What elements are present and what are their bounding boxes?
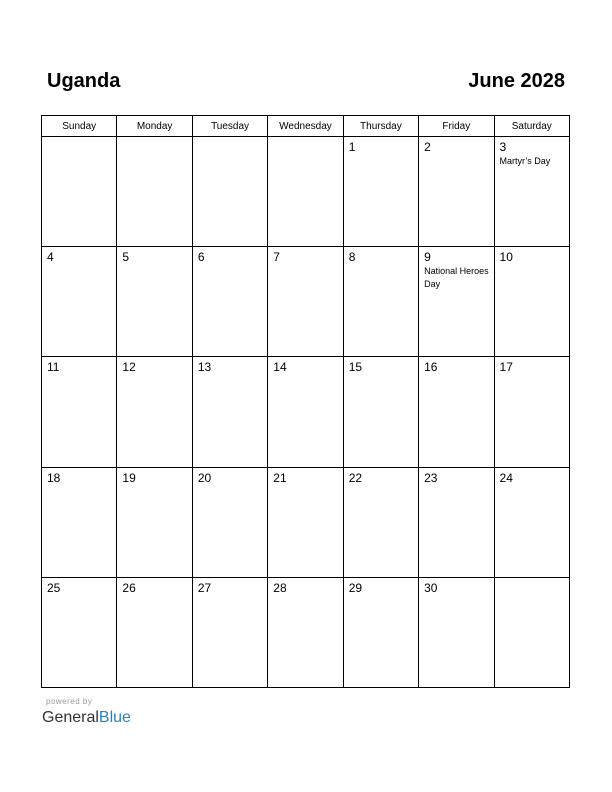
day-number: 9 bbox=[424, 250, 431, 265]
day-cell-24 bbox=[494, 467, 569, 577]
day-cell-7 bbox=[268, 247, 343, 357]
day-cell-27 bbox=[192, 577, 267, 687]
day-cell-5 bbox=[117, 247, 192, 357]
holiday-label: National Heroes Day bbox=[424, 266, 489, 290]
day-cell-2 bbox=[419, 137, 494, 247]
day-cell-1 bbox=[343, 137, 418, 247]
day-number: 5 bbox=[122, 250, 130, 265]
day-cell-3 bbox=[494, 137, 569, 247]
country-title: Uganda bbox=[47, 70, 121, 92]
day-number: 25 bbox=[47, 580, 61, 595]
weekday-header: Monday bbox=[117, 116, 192, 137]
day-number: 24 bbox=[499, 470, 513, 485]
day-cell-12 bbox=[117, 357, 192, 467]
day-number: 27 bbox=[197, 580, 212, 595]
footer bbox=[42, 697, 131, 729]
day-number bbox=[193, 137, 267, 140]
day-number: 2 bbox=[424, 140, 431, 154]
day-number: 18 bbox=[47, 470, 61, 485]
logo-text-general: General bbox=[42, 709, 99, 726]
day-number: 6 bbox=[197, 250, 205, 265]
day-cell-20 bbox=[192, 467, 267, 577]
day-cell-empty bbox=[42, 137, 117, 247]
day-cell-8 bbox=[343, 247, 418, 357]
calendar-grid bbox=[41, 115, 570, 688]
day-cell-empty bbox=[192, 137, 267, 247]
day-number: 23 bbox=[424, 470, 438, 485]
weekday-header: Thursday bbox=[343, 116, 418, 137]
day-cell-empty bbox=[268, 137, 343, 247]
day-number: 19 bbox=[122, 470, 136, 485]
day-cell-10 bbox=[494, 247, 569, 357]
day-cell-18 bbox=[42, 467, 117, 577]
day-number bbox=[495, 578, 569, 581]
holiday-label: Martyr’s Day bbox=[499, 156, 551, 166]
day-cell-28 bbox=[268, 577, 343, 687]
day-number: 13 bbox=[197, 360, 212, 375]
day-number: 26 bbox=[122, 580, 136, 595]
day-number: 7 bbox=[273, 250, 280, 265]
week-row bbox=[42, 357, 570, 467]
weekday-header: Wednesday bbox=[268, 116, 343, 137]
day-cell-16 bbox=[419, 357, 494, 467]
day-cell-23 bbox=[419, 467, 494, 577]
day-number: 29 bbox=[348, 580, 363, 595]
day-cell-21 bbox=[268, 467, 343, 577]
day-cell-14 bbox=[268, 357, 343, 467]
powered-by-text: powered by bbox=[46, 697, 93, 706]
week-row bbox=[42, 467, 570, 577]
day-cell-22 bbox=[343, 467, 418, 577]
weekday-header: Saturday bbox=[494, 116, 569, 137]
day-number: 3 bbox=[499, 140, 507, 154]
day-number: 12 bbox=[122, 360, 136, 375]
generalblue-logo bbox=[42, 707, 131, 729]
logo-text-blue: Blue bbox=[98, 709, 131, 726]
day-number: 20 bbox=[197, 470, 212, 485]
day-cell-30 bbox=[419, 577, 494, 687]
calendar-body bbox=[42, 137, 570, 688]
month-title: June 2028 bbox=[468, 70, 565, 92]
day-cell-15 bbox=[343, 357, 418, 467]
day-number: 21 bbox=[273, 470, 287, 485]
day-number: 10 bbox=[499, 250, 513, 265]
week-row bbox=[42, 247, 570, 357]
day-number: 17 bbox=[499, 360, 513, 375]
day-cell-empty bbox=[117, 137, 192, 247]
day-number: 15 bbox=[348, 360, 363, 375]
day-number bbox=[117, 137, 191, 140]
week-row bbox=[42, 577, 570, 687]
day-number bbox=[42, 137, 116, 140]
day-cell-25 bbox=[42, 577, 117, 687]
day-number: 16 bbox=[424, 360, 438, 375]
weekday-header: Sunday bbox=[42, 116, 117, 137]
day-number: 8 bbox=[348, 250, 356, 265]
day-cell-empty bbox=[494, 577, 569, 687]
day-cell-19 bbox=[117, 467, 192, 577]
day-number: 22 bbox=[348, 470, 363, 485]
weekday-header-row bbox=[42, 116, 570, 137]
day-cell-29 bbox=[343, 577, 418, 687]
day-cell-6 bbox=[192, 247, 267, 357]
day-number: 30 bbox=[424, 580, 438, 595]
day-number: 28 bbox=[273, 580, 287, 595]
day-cell-11 bbox=[42, 357, 117, 467]
day-cell-4 bbox=[42, 247, 117, 357]
page-header bbox=[47, 70, 565, 100]
day-cell-9 bbox=[419, 247, 494, 357]
day-number: 14 bbox=[273, 360, 287, 375]
day-cell-26 bbox=[117, 577, 192, 687]
day-cell-13 bbox=[192, 357, 267, 467]
day-number bbox=[268, 137, 342, 140]
week-row bbox=[42, 137, 570, 247]
weekday-header: Friday bbox=[419, 116, 494, 137]
day-cell-17 bbox=[494, 357, 569, 467]
day-number: 1 bbox=[348, 140, 356, 154]
weekday-header: Tuesday bbox=[192, 116, 267, 137]
day-number: 4 bbox=[47, 250, 54, 265]
day-number: 11 bbox=[47, 360, 60, 375]
